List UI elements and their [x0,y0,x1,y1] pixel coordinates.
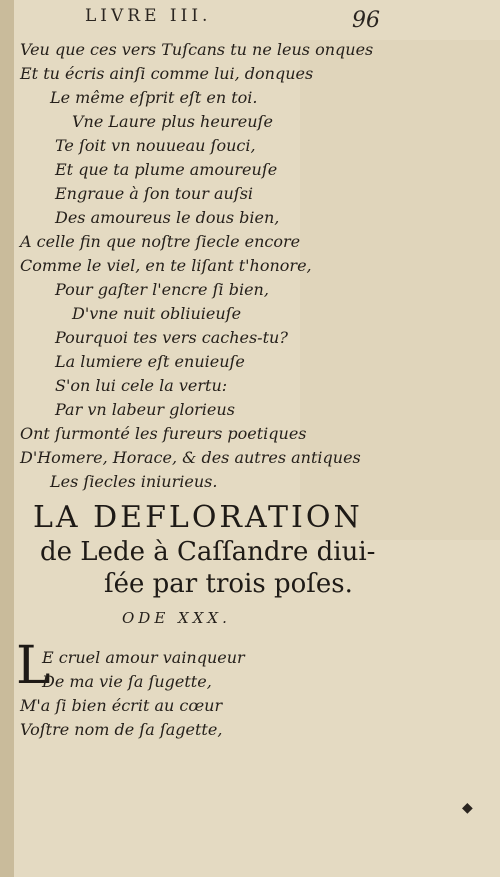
poem-line: Veu que ces vers Tuſcans tu ne leus onques [20,40,374,59]
ode-label: ODE XXX. [122,609,231,627]
poem-line: Ont ſurmonté les fureurs poetiques [20,424,307,443]
poem-line: D'vne nuit obliuieuſe [72,304,242,323]
running-head: LIVRE III. [85,6,212,26]
poem-line: Le même eſprit eſt en toi. [50,88,258,107]
poem-line: Et que ta plume amoureuſe [55,160,278,179]
poem-line: D'Homere, Horace, & des autres antiques [20,448,361,467]
ode-line: Voſtre nom de ſa ſagette, [20,720,223,739]
section-subtitle: de Lede à Caſſandre diui- [40,537,376,567]
section-subtitle: ſée par trois poſes. [104,569,353,599]
poem-line: Et tu écris ainſi comme lui, donques [20,64,314,83]
page-number: 96 [352,8,380,33]
poem-line: A celle fin que noſtre ſiecle encore [20,232,301,251]
poem-line: S'on lui cele la vertu: [55,376,228,395]
section-title: LA DEFLORATION [33,500,363,535]
ink-blot-icon: ◆ [462,800,473,816]
poem-line: Vne Laure plus heureuſe [72,112,273,131]
page-gutter [0,0,14,877]
ode-line: M'a ſi bien écrit au cœur [20,696,223,715]
poem-line: Pour gaſter l'encre ſi bien, [55,280,269,299]
poem-line: Par vn labeur glorieus [55,400,235,419]
ode-line: E cruel amour vainqueur [42,648,245,667]
ode-line: De ma vie ſa ſugette, [42,672,212,691]
poem-line: Les ſiecles iniurieus. [50,472,218,491]
poem-line: Te ſoit vn nouueau ſouci, [55,136,256,155]
drop-cap: L [16,636,51,696]
poem-line: Comme le viel, en te liſant t'honore, [20,256,312,275]
poem-line: Des amoureus le dous bien, [55,208,280,227]
poem-line: La lumiere eſt enuieuſe [55,352,245,371]
poem-line: Engraue à ſon tour auſsi [55,184,254,203]
poem-line: Pourquoi tes vers caches-tu? [55,328,288,347]
